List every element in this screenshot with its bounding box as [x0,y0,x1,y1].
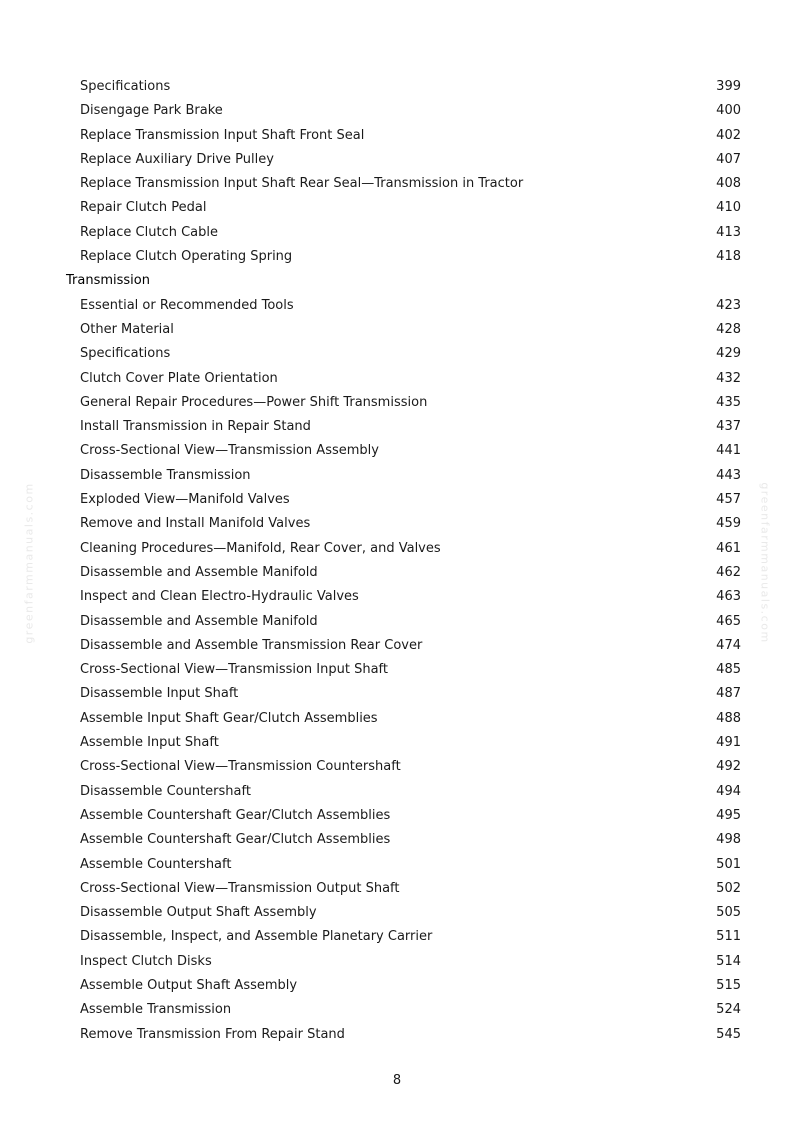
toc-row[interactable] [0,391,794,415]
toc-entry-page: 459 [716,516,741,532]
toc-entry-page: 429 [716,346,741,362]
toc-entry-title: Repair Clutch Pedal [80,200,207,216]
toc-row[interactable] [0,75,794,99]
toc-row[interactable] [0,780,794,804]
toc-entry-page: 495 [716,807,741,823]
toc-row[interactable] [0,196,794,220]
toc-entry-title: Cross-Sectional View—Transmission Assembly [80,443,379,459]
toc-row[interactable] [0,610,794,634]
toc-entry-title: Disassemble Output Shaft Assembly [80,905,317,921]
toc-entry-title: Replace Auxiliary Drive Pulley [80,151,274,167]
toc-section-heading[interactable] [0,269,794,293]
page-number: 8 [392,1073,402,1088]
toc-row[interactable] [0,148,794,172]
toc-row[interactable] [0,294,794,318]
toc-entry-title: General Repair Procedures—Power Shift Transmission [80,394,428,410]
toc-entry-page: 428 [716,321,741,337]
section-heading-title: Transmission [66,273,150,289]
toc-row[interactable] [0,245,794,269]
toc-entry-title: Disassemble and Assemble Manifold [80,613,318,629]
toc-entry-page: 400 [716,103,741,119]
toc-row[interactable] [0,342,794,366]
toc-entry-page: 423 [716,297,741,313]
toc-entry-page: 462 [716,564,741,580]
toc-entry-page: 437 [716,419,741,435]
toc-row[interactable] [0,658,794,682]
toc-entry-page: 485 [716,662,741,678]
watermark-left: greenfarmmanuals.com [22,482,36,644]
toc-entry-title: Remove and Install Manifold Valves [80,516,311,532]
toc-entry-page: 410 [716,200,741,216]
toc-entry-page: 502 [716,880,741,896]
toc-row[interactable] [0,124,794,148]
toc-row[interactable] [0,998,794,1022]
toc-entry-title: Assemble Transmission [80,1002,232,1018]
toc-entry-page: 498 [716,832,741,848]
toc-entry-title: Disassemble Countershaft [80,783,251,799]
toc-row[interactable] [0,318,794,342]
toc-entry-title: Essential or Recommended Tools [80,297,294,313]
toc-row[interactable] [0,439,794,463]
toc-entry-page: 402 [716,127,741,143]
toc-entry-title: Disengage Park Brake [80,103,223,119]
toc-entry-title: Disassemble Transmission [80,467,251,483]
toc-entry-page: 514 [716,953,741,969]
toc-row[interactable] [0,415,794,439]
toc-row[interactable] [0,950,794,974]
toc-entry-title: Specifications [80,79,171,94]
toc-entry-title: Cross-Sectional View—Transmission Countershaft [80,759,401,775]
toc-row[interactable] [0,561,794,585]
toc-entry-page: 505 [716,905,741,921]
toc-entry-page: 524 [716,1002,741,1018]
toc-row[interactable] [0,853,794,877]
toc-entry-page: 474 [716,637,741,653]
toc-entry-title: Disassemble and Assemble Manifold [80,564,318,580]
toc-entry-page: 492 [716,759,741,775]
toc-entry-page: 494 [716,783,741,799]
toc-row[interactable] [0,682,794,706]
toc-entry-title: Install Transmission in Repair Stand [80,419,311,435]
table-of-contents [0,75,794,1047]
toc-entry-page: 457 [716,492,741,508]
toc-entry-page: 487 [716,686,741,702]
toc-entry-page: 435 [716,394,741,410]
toc-entry-page: 408 [716,176,741,192]
toc-row[interactable] [0,172,794,196]
toc-row[interactable] [0,707,794,731]
toc-row[interactable] [0,1023,794,1047]
toc-entry-page: 463 [716,589,741,605]
toc-entry-title: Cross-Sectional View—Transmission Output Shaft [80,880,400,896]
toc-entry-title: Remove Transmission From Repair Stand [80,1026,345,1042]
toc-entry-page: 432 [716,370,741,386]
toc-row[interactable] [0,537,794,561]
watermark-right: greenfarmmanuals.com [758,482,772,644]
toc-entry-page: 501 [716,856,741,872]
toc-entry-page: 488 [716,710,741,726]
toc-entry-page: 515 [716,977,741,993]
toc-entry-page: 399 [716,79,741,94]
toc-entry-title: Replace Clutch Cable [80,224,219,240]
toc-entry-title: Assemble Countershaft Gear/Clutch Assemblies [80,832,391,848]
toc-entry-page: 443 [716,467,741,483]
toc-entry-title: Cleaning Procedures—Manifold, Rear Cover, and Valves [80,540,441,556]
toc-row[interactable] [0,585,794,609]
toc-entry-title: Clutch Cover Plate Orientation [80,370,278,386]
toc-entry-title: Replace Transmission Input Shaft Rear Seal—Transmission in Tractor [80,176,524,192]
toc-entry-page: 461 [716,540,741,556]
toc-row[interactable] [0,804,794,828]
toc-entry-title: Disassemble and Assemble Transmission Rear Cover [80,637,423,653]
toc-entry-title: Inspect Clutch Disks [80,953,212,969]
toc-entry-title: Specifications [80,346,171,362]
toc-row[interactable] [0,731,794,755]
toc-entry-page: 491 [716,735,741,751]
toc-entry-page: 413 [716,224,741,240]
toc-entry-title: Assemble Output Shaft Assembly [80,977,298,993]
toc-row[interactable] [0,877,794,901]
toc-row[interactable] [0,221,794,245]
toc-row[interactable] [0,367,794,391]
toc-entry-title: Assemble Input Shaft [80,735,219,751]
toc-entry-title: Assemble Countershaft [80,856,232,872]
toc-entry-page: 418 [716,249,741,265]
toc-entry-title: Assemble Input Shaft Gear/Clutch Assemblies [80,710,378,726]
toc-entry-page: 407 [716,151,741,167]
toc-row[interactable] [0,634,794,658]
toc-row[interactable] [0,828,794,852]
toc-entry-page: 511 [716,929,741,945]
toc-row[interactable] [0,755,794,779]
toc-entry-title: Disassemble, Inspect, and Assemble Planetary Carrier [80,929,433,945]
toc-entry-title: Cross-Sectional View—Transmission Input Shaft [80,662,388,678]
toc-entry-title: Assemble Countershaft Gear/Clutch Assemblies [80,807,391,823]
toc-row[interactable] [0,925,794,949]
toc-entry-title: Other Material [80,321,174,337]
toc-entry-page: 465 [716,613,741,629]
toc-entry-title: Inspect and Clean Electro-Hydraulic Valves [80,589,359,605]
toc-row[interactable] [0,974,794,998]
toc-row[interactable] [0,99,794,123]
toc-entry-title: Disassemble Input Shaft [80,686,239,702]
toc-entry-title: Replace Clutch Operating Spring [80,249,293,265]
toc-entry-page: 441 [716,443,741,459]
toc-row[interactable] [0,464,794,488]
toc-row[interactable] [0,901,794,925]
toc-entry-title: Exploded View—Manifold Valves [80,492,290,508]
toc-entry-title: Replace Transmission Input Shaft Front Seal [80,127,365,143]
toc-row[interactable] [0,512,794,536]
toc-row[interactable] [0,488,794,512]
toc-entry-page: 545 [716,1026,741,1042]
